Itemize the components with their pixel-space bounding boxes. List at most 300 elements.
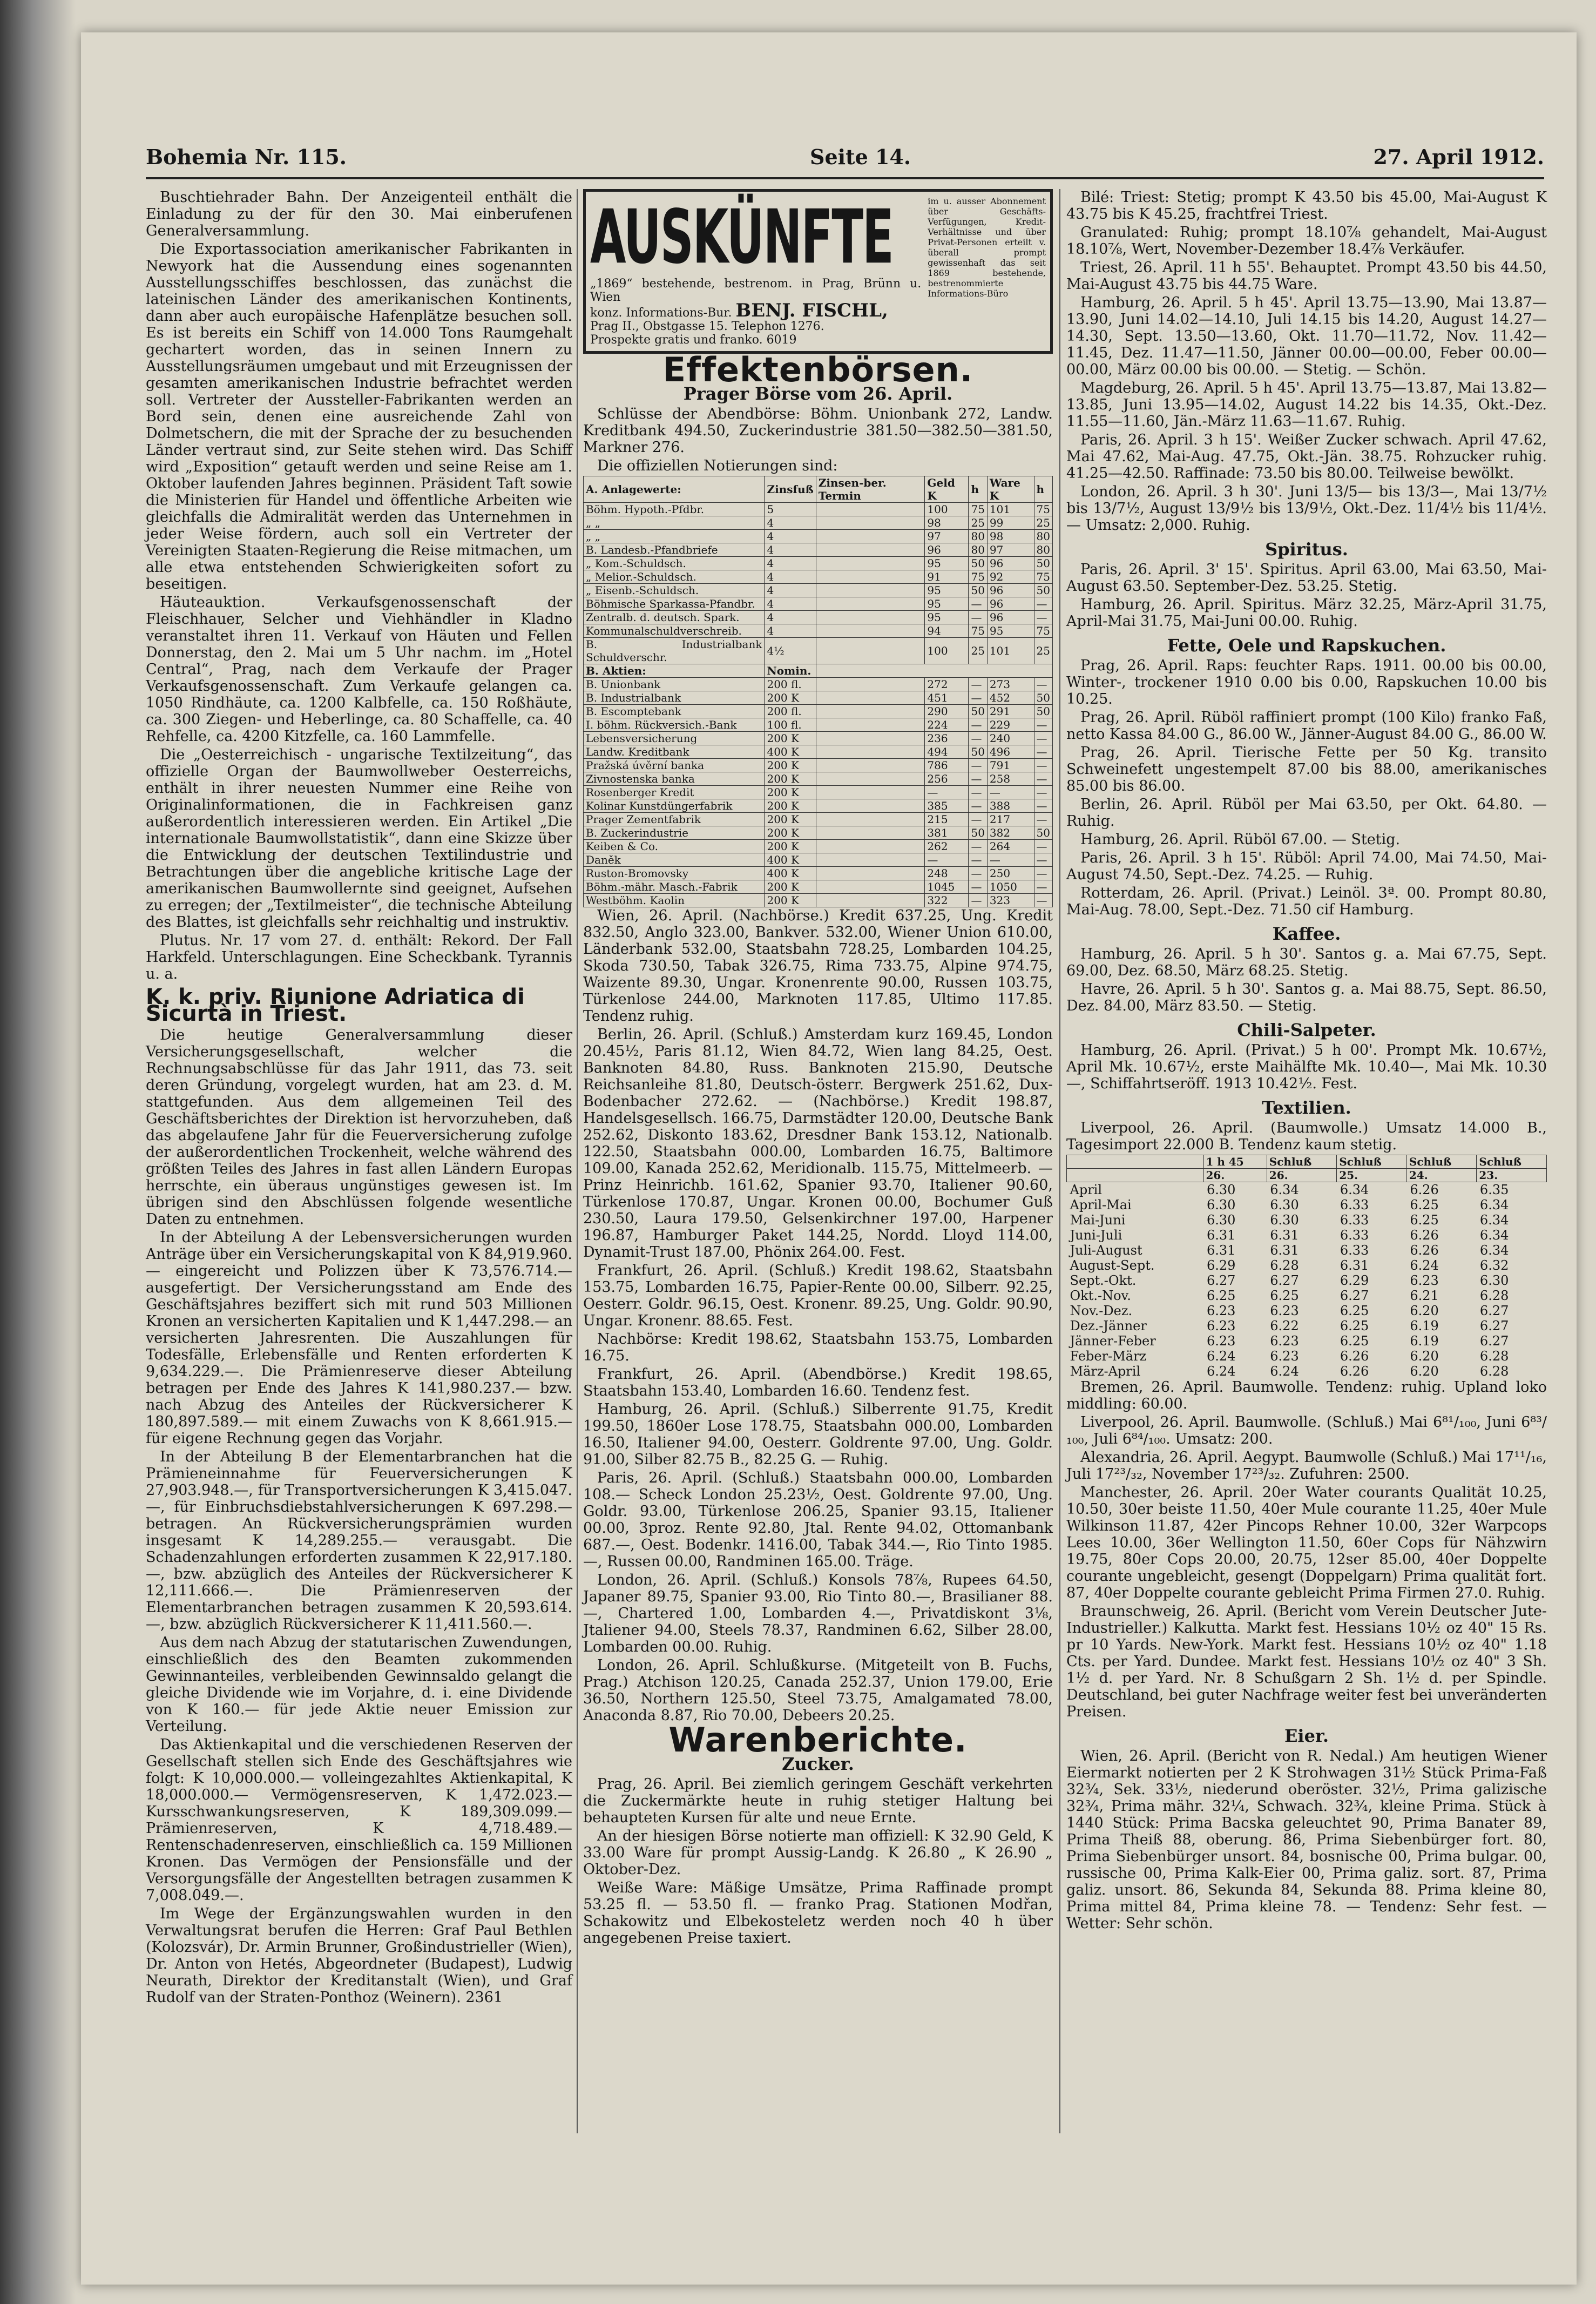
table-row bbox=[1067, 1288, 1547, 1303]
table-cell bbox=[816, 826, 925, 840]
ad-line: Prospekte gratis und franko. bbox=[590, 333, 763, 347]
table-cell: 6.28 bbox=[1479, 1288, 1509, 1303]
table-header bbox=[584, 476, 1053, 503]
table-cell: Böhm. Hypoth.-Pfdbr. bbox=[584, 503, 765, 516]
table-cell: 248 bbox=[925, 867, 969, 880]
table-cell: „ „ bbox=[584, 530, 765, 543]
table-cell: „ Eisenb.-Schuldsch. bbox=[584, 584, 765, 597]
table-row bbox=[584, 786, 1053, 799]
table-cell: — bbox=[1034, 597, 1052, 611]
table-cell: Juni-Juli bbox=[1070, 1228, 1122, 1243]
table-cell: 75 bbox=[969, 570, 987, 584]
table-cell: — bbox=[1034, 880, 1052, 894]
table-row bbox=[584, 570, 1053, 584]
table-cell: 200 fl. bbox=[765, 705, 816, 718]
table-cell: 50 bbox=[1034, 557, 1052, 570]
paragraph: Die offiziellen Notierungen sind: bbox=[597, 457, 838, 474]
table-cell: 4½ bbox=[765, 638, 816, 664]
table-cell: 291 bbox=[987, 705, 1034, 718]
table-header-cell bbox=[1067, 1155, 1204, 1169]
ad-company-name: BENJ. FISCHL, bbox=[735, 300, 888, 321]
table-cell: 264 bbox=[987, 840, 1034, 853]
paragraph: Braunschweig, 26. April. (Bericht vom Verein Deutscher Jute-Industrieller.) Kalkutta. Markt fest. Hessians 10½ oz 40" 15 Rs. pr 10 Yards. New-York. Markt fest. Hessians 10½ oz 40" 1.18 Cts. per Yard. Dundee. Markt fest. Hessians 10½ oz 40" 3 Sh. 1½ d. per Yard. Nr. 8 Schußgarn 2 Sh. 1½ d. per Spindle. Deutschland, bei guter Nachfrage weiter fest bei unveränderten Preisen. bbox=[1066, 1603, 1547, 1720]
table-cell: 6.34 bbox=[1479, 1243, 1509, 1258]
table-cell: 96 bbox=[987, 557, 1034, 570]
column-2 bbox=[583, 189, 1053, 1948]
paragraph: In der Abteilung A der Lebensversicherungen wurden Anträge über ein Versicherungskapital von K 84,919.960.— eingereicht und Polizzen über K 73,576.714.— ausgefertigt. Der Versicherungsstand am Ende des Geschäftsjahres beziffert sich mit rund 503 Millionen Kronen an versicherten Kapitalien und K 1,447.298.— an versicherten Jahresrenten. Die Auszahlungen für Todesfälle, Erlebensfälle und Renten erforderten K 9,634.229.—. Die Prämienreserve dieser Abteilung betragen per Ende des Jahres K 141,980.237.— bzw. nach Abzug des Anteiles der Rückversicherer K 180,897.589.— mit einem Zuwachs von K 8,661.915.— für eigene Rechnung gegen das Vorjahr. bbox=[146, 1229, 572, 1447]
table-cell: April-Mai bbox=[1070, 1197, 1132, 1212]
table-header-cell: B. Aktien: bbox=[584, 664, 765, 678]
table-cell: — bbox=[969, 786, 987, 799]
paragraph: Alexandria, 26. April. Aegypt. Baumwolle (Schluß.) Mai 17¹¹/₁₆, Juli 17²³/₃₂, November 17²³/₃₂. Zufuhren: 2500. bbox=[1066, 1449, 1547, 1483]
paragraph: Hamburg, 26. April. 5 h 45'. April 13.75—13.90, Mai 13.87—13.90, Juni 14.02—14.10, Juli 14.15 bis 14.20, August 14.27—14.30, Sept. 13.50—13.60, Okt. 11.70—11.72, Nov. 11.42—11.45, Dez. 11.47—11.50, Jänner 00.00—00.00, Feber 00.00—00.00, März 00.00 bis 00.00. — Stetig. — Schön. bbox=[1066, 294, 1547, 378]
table-cell: — bbox=[1034, 678, 1052, 691]
table-cell: 101 bbox=[987, 503, 1034, 516]
table-cell: 98 bbox=[925, 516, 969, 530]
subsection-spiritus: Spiritus. bbox=[1265, 539, 1348, 560]
table-cell: Feber-März bbox=[1070, 1349, 1147, 1364]
table-row bbox=[1067, 1273, 1547, 1288]
table-header-cell: Zinsfuß bbox=[765, 476, 816, 503]
table-cell: 6.25 bbox=[1410, 1212, 1439, 1228]
table-cell: 80 bbox=[1034, 543, 1052, 557]
table-cell bbox=[816, 718, 925, 732]
table-cell: 6.30 bbox=[1207, 1197, 1236, 1212]
table-cell: — bbox=[1034, 759, 1052, 772]
table-cell: 100 bbox=[925, 638, 969, 664]
table-cell bbox=[816, 570, 925, 584]
table-cell bbox=[816, 584, 925, 597]
table-cell: 322 bbox=[925, 894, 969, 907]
ad-line: „1869“ bestehende, bestrenom. in Prag, Brünn u. Wien bbox=[590, 277, 922, 304]
table-cell: 6.27 bbox=[1479, 1318, 1509, 1333]
table-cell: Böhmische Sparkassa-Pfandbr. bbox=[584, 597, 765, 611]
table-cell bbox=[816, 705, 925, 718]
table-cell: 6.30 bbox=[1479, 1273, 1509, 1288]
table-cell: 262 bbox=[925, 840, 969, 853]
table-body bbox=[584, 503, 1053, 664]
article-textilzeitung: Die „Oesterreichisch - ungarische Textilzeitung“, das offizielle Organ der Baumwollweber Oesterreichs, enthält in ihrer neuesten Nummer eine Reihe von Originalinformationen, die in Fachkreisen ganz außerordentlich interessieren werden. Ein Artikel „Die internationale Baumwollstatistik“, dann eine Skizze über die Entwicklung der deutschen Textilindustrie und Betrachtungen über die angebliche kritische Lage der amerikanischen Baumwollernte sind geeignet, Aufsehen zu erregen; der „Textilmeister“, die technische Abteilung des Blattes, ist gleichfalls sehr reichhaltig und instruktiv. bbox=[146, 746, 572, 931]
section-riunione-adriatica: K. k. priv. Riunione Adriatica di Sicurtà in Triest. bbox=[146, 985, 525, 1026]
table-cell: 6.23 bbox=[1207, 1303, 1236, 1318]
table-row bbox=[584, 799, 1053, 813]
table-cell: Nov.-Dez. bbox=[1070, 1303, 1133, 1318]
table-header-cell: 26. bbox=[1267, 1169, 1337, 1182]
paragraph: Granulated: Ruhig; prompt 18.10⅞ gehandelt, Mai-August 18.10⅞, Wert, November-Dezember 18.4⅞ Verkäufer. bbox=[1066, 224, 1547, 258]
table-cell: 1045 bbox=[925, 880, 969, 894]
ad-number: 6019 bbox=[766, 333, 797, 347]
table-cell: 6.27 bbox=[1270, 1273, 1299, 1288]
table-cell: 6.31 bbox=[1270, 1228, 1299, 1243]
table-header-cell: Schluß bbox=[1337, 1155, 1407, 1169]
table-header-cell: Geld K bbox=[925, 476, 969, 503]
table-cell: 6.25 bbox=[1340, 1303, 1369, 1318]
table-header-cell bbox=[1067, 1169, 1204, 1182]
table-cell: 96 bbox=[987, 597, 1034, 611]
table-row bbox=[1067, 1228, 1547, 1243]
paragraph: Prag, 26. April. Tierische Fette per 50 Kg. transito Schweinefett ungestempelt 87.00 bis 88.00, amerikanisches 85.00 bis 86.00. bbox=[1066, 744, 1547, 794]
table-cell: Westböhm. Kaolin bbox=[584, 894, 765, 907]
table-cell: 290 bbox=[925, 705, 969, 718]
table-header-cell: Schluß bbox=[1267, 1155, 1337, 1169]
table-row bbox=[1067, 1318, 1547, 1333]
table-cell: 6.35 bbox=[1479, 1182, 1509, 1197]
paragraph: Prag, 26. April. Raps: feuchter Raps. 1911. 00.00 bis 00.00, Winter-, trockener 1910 0.00 bis 0.00, Rapskuchen 10.00 bis 10.25. bbox=[1066, 657, 1547, 708]
table-cell: — bbox=[1034, 894, 1052, 907]
table-row bbox=[1067, 1182, 1547, 1198]
table-cell: 6.28 bbox=[1479, 1349, 1509, 1364]
subsection-textilien: Textilien. bbox=[1262, 1097, 1351, 1118]
paragraph: London, 26. April. Schlußkurse. (Mitgeteilt von B. Fuchs, Prag.) Atchison 120.25, Canada 252.37, Union 179.00, Erie 36.50, Northern 125.50, Steel 73.75, Amalgamated 78.00, Anaconda 8.87, Rio 70.00, Debeers 20.25. bbox=[583, 1657, 1053, 1724]
table-cell: 250 bbox=[987, 867, 1034, 880]
table-cell: B. Landesb.-Pfandbriefe bbox=[584, 543, 765, 557]
table-cell bbox=[816, 530, 925, 543]
table-cell: 258 bbox=[987, 772, 1034, 786]
table-cell: 6.33 bbox=[1340, 1197, 1369, 1212]
table-cell: 92 bbox=[987, 570, 1034, 584]
table-header-cell: A. Anlagewerte: bbox=[584, 476, 765, 503]
table-cell: Prager Zementfabrik bbox=[584, 813, 765, 826]
paragraph: Liverpool, 26. April. (Baumwolle.) Umsatz 14.000 B., Tagesimport 22.000 B. Tendenz kaum stetig. bbox=[1066, 1120, 1547, 1153]
table-cell: 6.28 bbox=[1270, 1258, 1299, 1273]
table-cell: 75 bbox=[969, 624, 987, 638]
table-cell: 6.34 bbox=[1270, 1182, 1299, 1197]
paragraph: Paris, 26. April. 3 h 15'. Weißer Zucker schwach. April 47.62, Mai 47.62, Mai-Aug. 47.75, Okt.-Jän. 38.75. Rohzucker ruhig. 41.25—42.50. Raffinade: 73.50 bis 80.00. Teilweise bewölkt. bbox=[1066, 432, 1547, 482]
table-cell: 6.24 bbox=[1207, 1364, 1236, 1379]
table-cell: 200 K bbox=[765, 691, 816, 705]
table-cell: 6.20 bbox=[1410, 1303, 1439, 1318]
table-cell: — bbox=[969, 732, 987, 745]
table-cell: — bbox=[969, 799, 987, 813]
table-cell: 381 bbox=[925, 826, 969, 840]
table-cell: 50 bbox=[1034, 826, 1052, 840]
table-row bbox=[1067, 1197, 1547, 1212]
table-cell: 4 bbox=[765, 597, 816, 611]
table-cell: — bbox=[969, 691, 987, 705]
table-header bbox=[1067, 1155, 1547, 1169]
table-cell: 323 bbox=[987, 894, 1034, 907]
table-cell: 50 bbox=[1034, 584, 1052, 597]
table-cell bbox=[816, 894, 925, 907]
table-cell: „ „ bbox=[584, 516, 765, 530]
table-cell: 6.21 bbox=[1410, 1288, 1439, 1303]
table-cell: 200 K bbox=[765, 759, 816, 772]
table-row bbox=[584, 853, 1053, 867]
table-cell: 25 bbox=[1034, 638, 1052, 664]
table-cell: 94 bbox=[925, 624, 969, 638]
table-body bbox=[584, 678, 1053, 907]
paragraph: Paris, 26. April. 3' 15'. Spiritus. April 63.00, Mai 63.50, Mai-August 63.50. September-Dez. 53.25. Stetig. bbox=[1066, 561, 1547, 595]
table-cell: 6.34 bbox=[1479, 1228, 1509, 1243]
table-cell: 97 bbox=[987, 543, 1034, 557]
table-cell: 96 bbox=[987, 584, 1034, 597]
table-cell bbox=[816, 597, 925, 611]
table-row bbox=[584, 745, 1053, 759]
table-cell: 6.23 bbox=[1410, 1273, 1439, 1288]
table-cell: 6.27 bbox=[1340, 1288, 1369, 1303]
table-cell: 200 K bbox=[765, 894, 816, 907]
table-cell: 4 bbox=[765, 557, 816, 570]
table-cell: 50 bbox=[969, 826, 987, 840]
table-cell: 6.30 bbox=[1207, 1212, 1236, 1228]
table-cell: — bbox=[1034, 867, 1052, 880]
table-row bbox=[1067, 1258, 1547, 1273]
subsection-eier: Eier. bbox=[1284, 1726, 1329, 1746]
column-rule bbox=[1059, 189, 1060, 2133]
paragraph: Berlin, 26. April. Rüböl per Mai 63.50, per Okt. 64.80. — Ruhig. bbox=[1066, 796, 1547, 830]
table-cell: — bbox=[969, 894, 987, 907]
paragraph: Havre, 26. April. 5 h 30'. Santos g. a. Mai 88.75, Sept. 86.50, Dez. 84.00, März 83.50. — Stetig. bbox=[1066, 981, 1547, 1014]
table-cell: 200 K bbox=[765, 799, 816, 813]
table-cell: — bbox=[1034, 745, 1052, 759]
table-cell: 6.30 bbox=[1270, 1212, 1299, 1228]
table-row bbox=[584, 611, 1053, 624]
table-header-cell: 26. bbox=[1203, 1169, 1267, 1182]
table-cell: 6.26 bbox=[1340, 1349, 1369, 1364]
table-cell: 1050 bbox=[987, 880, 1034, 894]
table-row bbox=[1067, 1303, 1547, 1318]
table-cell: 96 bbox=[925, 543, 969, 557]
paragraph: Frankfurt, 26. April. (Abendbörse.) Kredit 198.65, Staatsbahn 153.40, Lombarden 16.60. Tendenz fest. bbox=[583, 1366, 1053, 1399]
table-cell: 80 bbox=[969, 530, 987, 543]
table-cell: 6.20 bbox=[1410, 1349, 1439, 1364]
table-cell: Dez.-Jänner bbox=[1070, 1318, 1147, 1333]
table-cell: 786 bbox=[925, 759, 969, 772]
table-row bbox=[584, 597, 1053, 611]
table-cell: B. Unionbank bbox=[584, 678, 765, 691]
table-cell: 217 bbox=[987, 813, 1034, 826]
table-cell bbox=[816, 691, 925, 705]
table-cell: 5 bbox=[765, 503, 816, 516]
paragraph: Weiße Ware: Mäßige Umsätze, Prima Raffinade prompt 53.25 fl. — 53.50 fl. — franko Prag. Stationen Modřan, Schakowitz und Elbekosteletz werden noch 40 h über angegebenen Preise taxiert. bbox=[583, 1879, 1053, 1946]
table-cell: 6.19 bbox=[1410, 1333, 1439, 1349]
table-cell: 6.26 bbox=[1340, 1364, 1369, 1379]
paragraph: Bremen, 26. April. Baumwolle. Tendenz: ruhig. Upland loko middling: 60.00. bbox=[1066, 1379, 1547, 1412]
table-cell: — bbox=[1034, 611, 1052, 624]
table-cell: Zivnostenska banka bbox=[584, 772, 765, 786]
table-cell: 6.25 bbox=[1270, 1288, 1299, 1303]
table-cell: 229 bbox=[987, 718, 1034, 732]
page-header bbox=[146, 145, 1544, 179]
table-cell bbox=[816, 799, 925, 813]
paragraph: Prag, 26. April. Rüböl raffiniert prompt (100 Kilo) franko Faß, netto Kassa 84.00 G., 86.00 W., Jänner-August 84.00 G., 86.00 W. bbox=[1066, 709, 1547, 743]
table-cell: 6.34 bbox=[1340, 1182, 1369, 1197]
table-cell: 400 K bbox=[765, 745, 816, 759]
paragraph: Hamburg, 26. April. (Privat.) 5 h 00'. Prompt Mk. 10.67½, April Mk. 10.67½, erste Maihälfte Mk. 10.40—, Mai Mk. 10.30—, Schiffahrtseröff. 1913 10.42½. Fest. bbox=[1066, 1042, 1547, 1092]
table-cell: — bbox=[1034, 786, 1052, 799]
quotation-table bbox=[583, 476, 1053, 907]
table-header-cell: Zinsen-ber. Termin bbox=[816, 476, 925, 503]
table-cell: 273 bbox=[987, 678, 1034, 691]
ad-smallprint: im u. ausser Abonnement über Geschäfts-Verfügungen, Kredit-Verhältnisse und über Privat-Personen erteilt v. überall prompt gewissenhaft das seit 1869 bestehende, bestrenommierte Informations-Büro bbox=[928, 196, 1046, 299]
table-cell: 6.19 bbox=[1410, 1318, 1439, 1333]
table-cell: — bbox=[925, 853, 969, 867]
ad-line: Prag II., Obstgasse 15. Telephon 1276. bbox=[590, 320, 824, 333]
table-cell: Kommunalschuldverschreib. bbox=[584, 624, 765, 638]
table-cell bbox=[816, 516, 925, 530]
table-cell: — bbox=[1034, 799, 1052, 813]
table-cell: Zentralb. d. deutsch. Spark. bbox=[584, 611, 765, 624]
table-cell: — bbox=[987, 786, 1034, 799]
table-cell: 50 bbox=[1034, 691, 1052, 705]
table-cell: 100 fl. bbox=[765, 718, 816, 732]
table-cell: Böhm.-mähr. Masch.-Fabrik bbox=[584, 880, 765, 894]
table-cell bbox=[816, 840, 925, 853]
table-cell: 6.25 bbox=[1340, 1333, 1369, 1349]
table-cell: — bbox=[925, 786, 969, 799]
table-cell: 6.33 bbox=[1340, 1243, 1369, 1258]
table-cell: 200 fl. bbox=[765, 678, 816, 691]
table-cell: Daněk bbox=[584, 853, 765, 867]
table-cell: 75 bbox=[1034, 570, 1052, 584]
table-cell: 6.27 bbox=[1207, 1273, 1236, 1288]
table-cell bbox=[816, 678, 925, 691]
table-cell: 4 bbox=[765, 611, 816, 624]
table-cell: 236 bbox=[925, 732, 969, 745]
table-cell: 6.26 bbox=[1410, 1243, 1439, 1258]
paragraph: Hamburg, 26. April. Rüböl 67.00. — Stetig. bbox=[1080, 831, 1401, 848]
subsection-kaffee: Kaffee. bbox=[1272, 924, 1341, 944]
table-cell: 200 K bbox=[765, 880, 816, 894]
table-cell: 50 bbox=[969, 745, 987, 759]
table-cell: 25 bbox=[1034, 516, 1052, 530]
table-cell: 200 K bbox=[765, 826, 816, 840]
table-cell: 4 bbox=[765, 530, 816, 543]
paragraph: Paris, 26. April. (Schluß.) Staatsbahn 000.00, Lombarden 108.— Scheck London 25.23½, Oest. Goldrente 97.00, Ung. Goldr. 93.00, Türkenlose 206.25, Spanier 93.15, Italiener 00.00, 3proz. Rente 92.80, Jtal. Rente 94.02, Ottomanbank 687.—, Oest. Bodenkr. 1416.00, Tabak 344.—, Rio Tinto 1985.—, Russen 00.00, Randminen 165.00. Träge. bbox=[583, 1470, 1053, 1570]
table-cell: 50 bbox=[969, 705, 987, 718]
paragraph: Nachbörse: Kredit 198.62, Staatsbahn 153.75, Lombarden 16.75. bbox=[583, 1331, 1053, 1364]
table-header-cell: Nomin. bbox=[765, 664, 816, 678]
table-header-cell: Ware K bbox=[987, 476, 1034, 503]
table-cell: — bbox=[969, 840, 987, 853]
table-cell: „ Melior.-Schuldsch. bbox=[584, 570, 765, 584]
table-cell: 6.31 bbox=[1207, 1243, 1236, 1258]
table-cell: B. Industrialbank bbox=[584, 691, 765, 705]
table-cell: — bbox=[1034, 840, 1052, 853]
table-cell: 6.25 bbox=[1340, 1318, 1369, 1333]
advertisement-auskuenfte bbox=[583, 189, 1053, 354]
table-cell: 385 bbox=[925, 799, 969, 813]
paragraph: Die heutige Generalversammlung dieser Versicherungsgesellschaft, welcher die Rechnungsabschlüsse für das Jahr 1911, das 73. seit deren Gründung, vorgelegt wurden, hat am 23. d. M. stattgefunden. Aus dem allgemeinen Teil des Geschäftsberichtes der Direktion ist hervorzuheben, daß das abgelaufene Jahr für die Feuerversicherung zufolge der außerordentlichen Trockenheit, welche während des größten Teiles des Jahres in fast allen Ländern Europas herrschte, ein überaus ungünstiges gewesen ist. Im übrigen sind den Abschlüssen folgende wesentliche Daten zu entnehmen. bbox=[146, 1027, 572, 1228]
paragraph: Wien, 26. April. (Bericht von R. Nedal.) Am heutigen Wiener Eiermarkt notierten per 2 K Strohwagen 31½ Stück Prima-Faß 32¾, Sek. 33½, niederund oberöster. 32½, Prima galizische 32¾, Prima mähr. 32¼, Schwach. 32¾, kleine Prima. Stück à 1440 Stück: Prima Bacska geleuchtet 90, Prima Banater 89, Prima Theiß 88, oberung. 86, Prima Siebenbürger fort. 80, Prima Siebenbürger unsort. 84, bosnische 00, Prima bulgar. 00, russische 00, Prima Kalk-Eier 00, Prima galiz. sort. 87, Prima galiz. unsort. 86, Sekunda 84, Sekunda 88. Prima kleine 80, Prima mittel 84, Prima kleine 78. — Tendenz: Sehr fest. — Wetter: Sehr schön. bbox=[1066, 1748, 1547, 1932]
column-rule bbox=[577, 189, 578, 2133]
table-cell: März-April bbox=[1070, 1364, 1141, 1379]
table-cell bbox=[816, 732, 925, 745]
table-cell: 6.28 bbox=[1479, 1364, 1509, 1379]
header-date: 27. April 1912. bbox=[1373, 145, 1544, 169]
table-cell: 200 K bbox=[765, 813, 816, 826]
table-cell: Sept.-Okt. bbox=[1070, 1273, 1137, 1288]
table-row bbox=[584, 584, 1053, 597]
subsection-chili-salpeter: Chili-Salpeter. bbox=[1237, 1020, 1376, 1040]
table-header bbox=[1067, 1169, 1547, 1182]
article-plutus: Plutus. Nr. 17 vom 27. d. enthält: Rekord. Der Fall Harkfeld. Unterschlagungen. Eine Scheckbank. Tyrannis u. a. bbox=[146, 932, 572, 982]
table-row bbox=[584, 867, 1053, 880]
table-header-cell: h bbox=[969, 476, 987, 503]
table-cell: 50 bbox=[1034, 705, 1052, 718]
subsection-fette: Fette, Oele und Rapskuchen. bbox=[1167, 635, 1446, 656]
table-cell: 452 bbox=[987, 691, 1034, 705]
paragraph: Rotterdam, 26. April. (Privat.) Leinöl. 3ª. 00. Prompt 80.80, Mai-Aug. 78.00, Sept.-Dez. 71.50 cif Hamburg. bbox=[1066, 885, 1547, 918]
table-cell: 95 bbox=[925, 597, 969, 611]
article-buschtiehrader: Buschtiehrader Bahn. Der Anzeigenteil enthält die Einladung zu der für den 30. Mai einberufenen Generalversammlung. bbox=[146, 189, 572, 239]
section-warenberichte: Warenberichte. bbox=[668, 1720, 968, 1760]
table-cell bbox=[816, 759, 925, 772]
header-page-number: Seite 14. bbox=[810, 145, 911, 169]
table-cell: 6.25 bbox=[1207, 1288, 1236, 1303]
table-row bbox=[584, 691, 1053, 705]
table-cell: — bbox=[969, 718, 987, 732]
table-cell: 6.31 bbox=[1340, 1258, 1369, 1273]
table-cell: — bbox=[1034, 718, 1052, 732]
table-cell: Kolinar Kunstdüngerfabrik bbox=[584, 799, 765, 813]
paragraph: London, 26. April. 3 h 30'. Juni 13/5— bis 13/3—, Mai 13/7½ bis 13/7½, August 13/9½ bis 13/9½, Okt.-Dez. 11/4½ bis 11/4½. — Umsatz: 2,000. Ruhig. bbox=[1066, 483, 1547, 534]
paragraph: Berlin, 26. April. (Schluß.) Amsterdam kurz 169.45, London 20.45½, Paris 81.12, Wien 84.72, Wien lang 84.25, Oest. Banknoten 84.80, Russ. Banknoten 215.90, Deutsche Reichsanleihe 81.80, Deutsch-österr. Bergwerk 251.62, Dux-Bodenbacher 272.62. — (Nachbörse.) Kredit 198.87, Handelsgesellsch. 166.75, Darmstädter 120.00, Deutsche Bank 252.62, Diskonto 183.62, Dresdner Bank 153.12, Nationalb. 122.50, Staatsbahn 000.00, Lombarden 16.75, Baltimore 109.00, Kanada 252.62, Meridionalb. 115.75, Mittelmeerb. — Prinz Heinrichb. 161.62, Spanier 93.70, Italiener 90.60, Türkenlose 170.87, Ungar. Kronen 00.00, Bochumer Guß 230.50, Laura 179.50, Gelsenkirchner 197.00, Harpener 196.87, Hamburger Paket 144.25, Nordd. Lloyd 114.00, Dynamit-Trust 187.00, Phönix 264.00. Fest. bbox=[583, 1026, 1053, 1261]
table-cell: — bbox=[969, 597, 987, 611]
table-cell: Lebensversicherung bbox=[584, 732, 765, 745]
table-cell: 6.33 bbox=[1340, 1228, 1369, 1243]
table-cell: Pražská úvěrní banka bbox=[584, 759, 765, 772]
table-cell: 95 bbox=[987, 624, 1034, 638]
table-cell: 6.26 bbox=[1410, 1228, 1439, 1243]
table-row bbox=[1067, 1364, 1547, 1379]
table-cell: — bbox=[969, 772, 987, 786]
table-cell: Okt.-Nov. bbox=[1070, 1288, 1131, 1303]
paragraph: Paris, 26. April. 3 h 15'. Rüböl: April 74.00, Mai 74.50, Mai-August 74.50, Sept.-Dez. 74.25. — Ruhig. bbox=[1066, 850, 1547, 883]
table-cell: B. Escomptebank bbox=[584, 705, 765, 718]
table-cell: 400 K bbox=[765, 867, 816, 880]
table-cell: 200 K bbox=[765, 772, 816, 786]
table-cell: 215 bbox=[925, 813, 969, 826]
header-issue: Bohemia Nr. 115. bbox=[146, 145, 347, 169]
table-cell: 4 bbox=[765, 584, 816, 597]
table-row bbox=[584, 503, 1053, 516]
table-cell: 382 bbox=[987, 826, 1034, 840]
table-cell: Keiben & Co. bbox=[584, 840, 765, 853]
table-cell: 98 bbox=[987, 530, 1034, 543]
table-cell: 6.23 bbox=[1270, 1349, 1299, 1364]
table-cell: 200 K bbox=[765, 786, 816, 799]
section-effektenboersen: Effektenbörsen. bbox=[662, 350, 973, 389]
table-cell: 80 bbox=[969, 543, 987, 557]
table-cell: April bbox=[1070, 1182, 1103, 1197]
table-cell: — bbox=[969, 611, 987, 624]
table-cell: 6.27 bbox=[1479, 1303, 1509, 1318]
table-row bbox=[584, 557, 1053, 570]
table-header-cell: Schluß bbox=[1406, 1155, 1477, 1169]
table-cell: — bbox=[969, 880, 987, 894]
table-cell: 100 bbox=[925, 503, 969, 516]
table-row bbox=[584, 624, 1053, 638]
table-row bbox=[1067, 1349, 1547, 1364]
table-cell: 272 bbox=[925, 678, 969, 691]
table-cell: 80 bbox=[1034, 530, 1052, 543]
table-cell: I. böhm. Rückversich.-Bank bbox=[584, 718, 765, 732]
table-cell: August-Sept. bbox=[1070, 1258, 1155, 1273]
table-row bbox=[584, 840, 1053, 853]
table-row bbox=[584, 718, 1053, 732]
table-cell bbox=[816, 624, 925, 638]
table-cell: Juli-August bbox=[1070, 1243, 1142, 1258]
table-cell: — bbox=[1034, 732, 1052, 745]
table-cell: 6.34 bbox=[1479, 1212, 1509, 1228]
paragraph: London, 26. April. (Schluß.) Konsols 78⅞, Rupees 64.50, Japaner 89.75, Spanier 93.00, Rio Tinto 80.—, Brasilianer 88.—, Chartered 1.00, Lombarden 4.—, Privatdiskont 3⅛, Jtaliener 94.00, Steels 78.37, Randminen 6.62, Silber 28.00, Lombarden 00.00. Ruhig. bbox=[583, 1572, 1053, 1655]
table-cell bbox=[816, 557, 925, 570]
table-cell bbox=[816, 745, 925, 759]
table-header-cell: h bbox=[1034, 476, 1052, 503]
table-cell: 96 bbox=[987, 611, 1034, 624]
table-cell: 224 bbox=[925, 718, 969, 732]
